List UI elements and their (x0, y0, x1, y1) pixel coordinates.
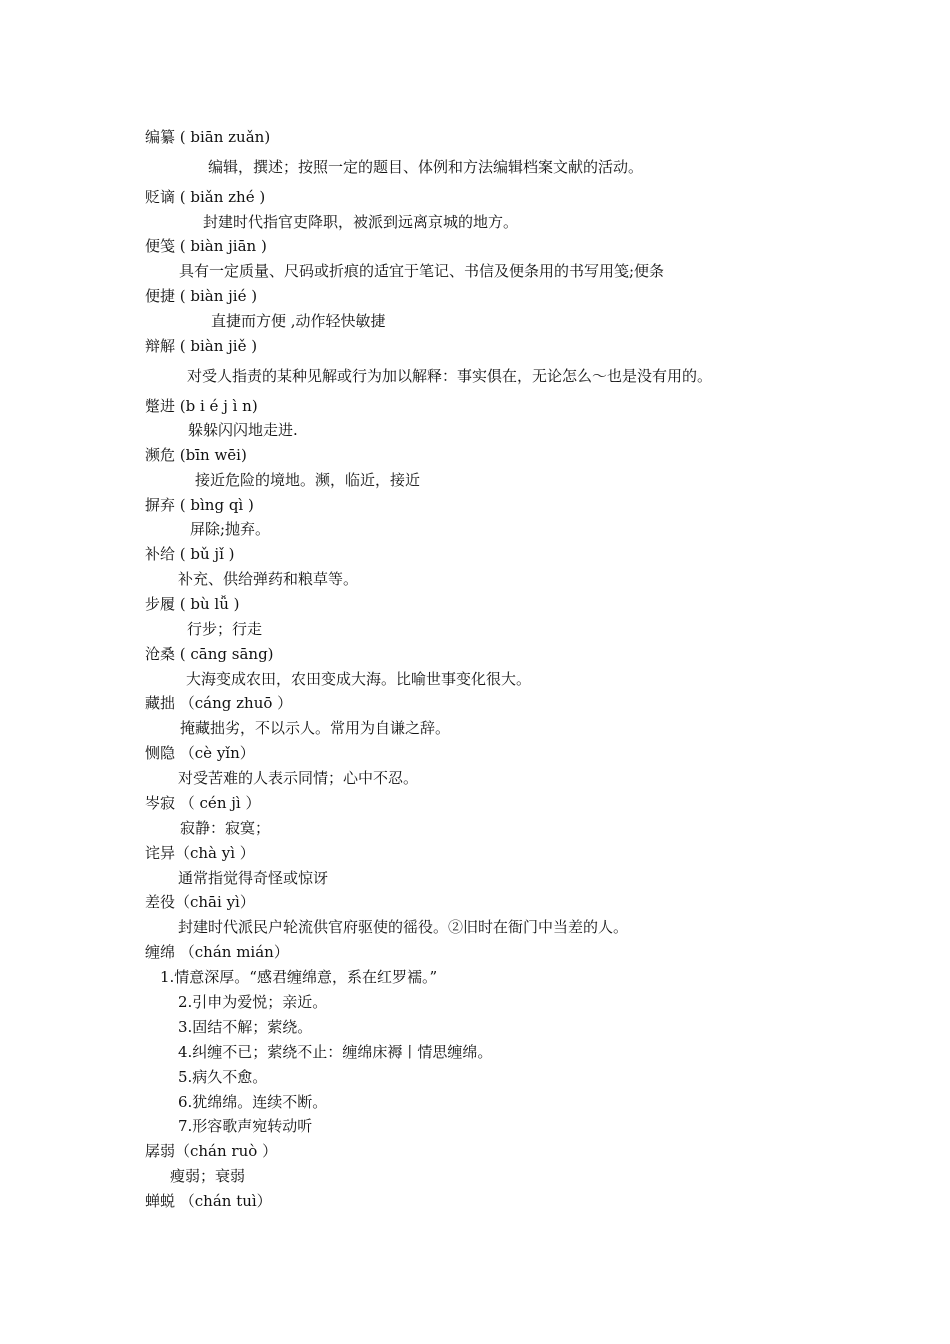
entry-term: 沧桑 ( cāng sāng) (145, 645, 274, 663)
entry-term: 辩解 ( biàn jiě ) (145, 337, 258, 355)
entry-term: 便笺 ( biàn jiān ) (145, 237, 267, 255)
entry-term: 诧异（chà yì ） (145, 844, 255, 862)
entry-definition: 掩藏拙劣，不以示人。常用为自谦之辞。 (180, 719, 451, 737)
entry-definition: 对受苦难的人表示同情；心中不忍。 (178, 769, 419, 787)
entry-term: 濒危 (bīn wēi) (145, 446, 247, 464)
entry-definition: 1.情意深厚。“感君缠绵意，系在红罗襦。” (160, 968, 438, 986)
entry-definition: 具有一定质量、尺码或折痕的适宜于笔记、书信及便条用的书写用笺;便条 (179, 262, 665, 280)
entry-definition: 7.形容歌声宛转动听 (178, 1117, 313, 1135)
entry-term: 孱弱（chán ruò ） (145, 1142, 278, 1160)
entry-term: 补给 ( bǔ jǐ ) (145, 545, 235, 563)
entry-definition: 瘦弱；衰弱 (170, 1167, 246, 1185)
entry-definition: 通常指觉得奇怪或惊讶 (178, 869, 329, 887)
entry-definition: 寂静：寂寞； (180, 819, 271, 837)
entry-definition: 对受人指责的某种见解或行为加以解释：事实俱在，无论怎么～也是没有用的。 (187, 367, 713, 385)
entry-definition: 2.引申为爱悦；亲近。 (178, 993, 328, 1011)
entry-definition: 补充、供给弹药和粮草等。 (178, 570, 359, 588)
entry-definition: 行步；行走 (187, 620, 263, 638)
entry-term: 摒弃 ( bìng qì ) (145, 496, 254, 514)
entry-definition: 躲躲闪闪地走进. (188, 421, 298, 439)
entry-term: 贬谪 ( biǎn zhé ) (145, 188, 266, 206)
entry-term: 蝉蜕 （chán tuì） (145, 1192, 272, 1210)
entry-term: 便捷 ( biàn jié ) (145, 287, 258, 305)
entry-definition: 接近危险的境地。濒，临近，接近 (195, 471, 421, 489)
entry-definition: 3.固结不解；萦绕。 (178, 1018, 313, 1036)
entry-term: 编纂 ( biān zuǎn) (145, 128, 271, 146)
entry-term: 恻隐 （cè yǐn） (145, 744, 255, 762)
entry-definition: 屏除;抛弃。 (190, 520, 271, 538)
entry-term: 步履 ( bù lǚ ) (145, 595, 240, 613)
entry-definition: 大海变成农田，农田变成大海。比喻世事变化很大。 (186, 670, 532, 688)
entry-term: 缠绵 （chán mián） (145, 943, 289, 961)
entry-definition: 6.犹绵绵。连续不断。 (178, 1093, 328, 1111)
entry-definition: 直捷而方便 ,动作轻快敏捷 (211, 312, 386, 330)
entry-term: 藏拙 （cáng zhuō ） (145, 694, 293, 712)
entry-definition: 编辑，撰述；按照一定的题目、体例和方法编辑档案文献的活动。 (208, 158, 644, 176)
entry-definition: 封建时代派民户轮流供官府驱使的徭役。②旧时在衙门中当差的人。 (178, 918, 629, 936)
entry-definition: 4.纠缠不已；萦绕不止：缠绵床褥丨情思缠绵。 (178, 1043, 493, 1061)
entry-term: 差役（chāi yì） (145, 893, 255, 911)
entry-definition: 5.病久不愈。 (178, 1068, 268, 1086)
entry-term: 岑寂 （ cén jì ） (145, 794, 261, 812)
entry-definition: 封建时代指官吏降职，被派到远离京城的地方。 (203, 213, 519, 231)
entry-term: 蹩进 (b i é j ì n) (145, 397, 258, 415)
